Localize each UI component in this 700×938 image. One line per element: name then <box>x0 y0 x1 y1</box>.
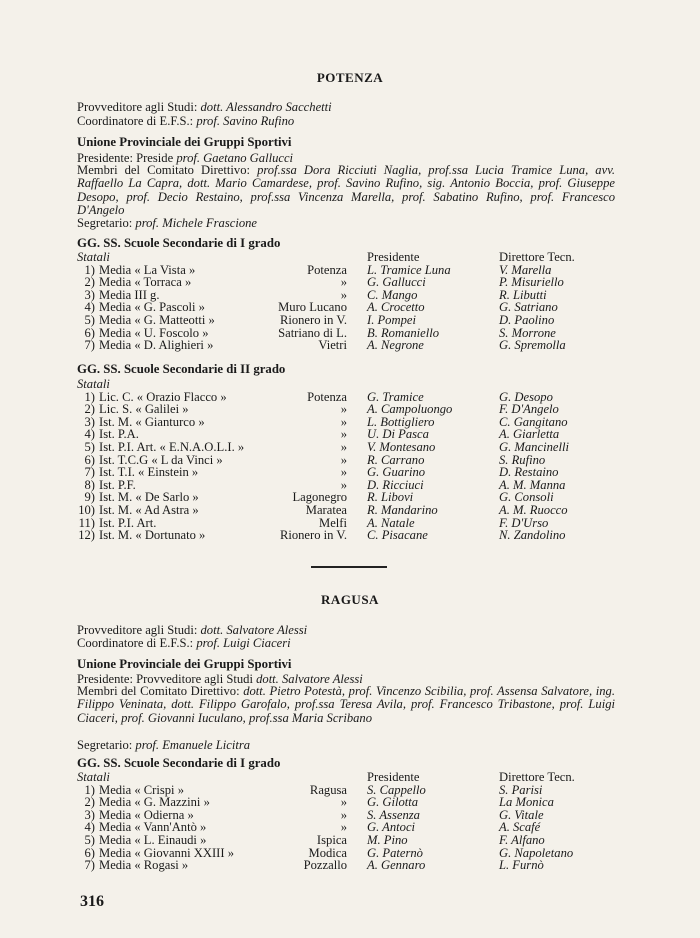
table-row <box>77 796 617 809</box>
table-row <box>77 859 617 872</box>
school-name: Ist. P.I. Art. <box>99 515 157 530</box>
provveditore-line: Provveditore agli Studi: dott. Salvatore Alessi <box>77 623 308 637</box>
school-location: Potenza <box>307 389 347 404</box>
presidente-name: M. Pino <box>367 832 408 847</box>
presidente-name: R. Mandarino <box>367 502 438 517</box>
table-row <box>77 339 617 352</box>
union-heading: Unione Provinciale dei Gruppi Sportivi <box>77 135 292 149</box>
school-location: Ispica <box>316 832 347 847</box>
presidente-name: L. Tramice Luna <box>367 262 451 277</box>
presidente-name: A. Gennaro <box>367 858 426 873</box>
presidente-name: G. Gallucci <box>367 275 426 290</box>
col-direttore: Direttore Tecn. <box>499 250 575 264</box>
table-row <box>77 403 617 416</box>
school-name: Media « Torraca » <box>99 275 192 290</box>
school-name: Media « Giovanni XXIII » <box>99 845 235 860</box>
col-direttore: Direttore Tecn. <box>499 770 575 784</box>
direttore-name: A. M. Manna <box>499 477 566 492</box>
union-heading: Unione Provinciale dei Gruppi Sportivi <box>77 657 292 671</box>
presidente-name: C. Pisacane <box>367 528 428 543</box>
school-location: » <box>340 795 347 810</box>
school-location: Potenza <box>307 262 347 277</box>
school-location: » <box>340 807 347 822</box>
direttore-name: A. Scafé <box>499 820 541 835</box>
school-location: Vietri <box>318 338 347 353</box>
direttore-name: A. M. Ruocco <box>499 502 568 517</box>
school-location: » <box>340 465 347 480</box>
potenza-grade-ii-table <box>77 378 617 542</box>
school-location: Rionero in V. <box>279 312 347 327</box>
row-number: 1) <box>84 262 95 277</box>
row-number: 1) <box>84 782 95 797</box>
presidente-name: S. Assenza <box>367 807 420 822</box>
row-number: 4) <box>84 820 95 835</box>
presidente-name: G. Antoci <box>367 820 416 835</box>
row-number: 7) <box>84 858 95 873</box>
school-name: Ist. M. « De Sarlo » <box>99 490 199 505</box>
school-name: Lic. S. « Galilei » <box>99 402 189 417</box>
row-number: 3) <box>84 807 95 822</box>
school-location: Maratea <box>305 502 347 517</box>
direttore-name: G. Mancinelli <box>499 439 569 454</box>
presidente-name: U. Di Pasca <box>367 427 429 442</box>
statali-label: Statali <box>77 250 110 264</box>
row-number: 7) <box>84 465 95 480</box>
col-presidente: Presidente <box>367 250 420 264</box>
row-number: 10) <box>78 502 95 517</box>
row-number: 3) <box>84 414 95 429</box>
presidente-name: G. Paternò <box>367 845 423 860</box>
table-row <box>77 466 617 479</box>
potenza-grade-i-table <box>77 251 617 352</box>
provveditore-line: Provveditore agli Studi: dott. Alessandro Sacchetti <box>77 100 332 114</box>
segretario-line: Segretario: prof. Michele Frascione <box>77 216 257 230</box>
school-location: » <box>340 452 347 467</box>
school-location: Ragusa <box>309 782 347 797</box>
row-number: 2) <box>84 275 95 290</box>
school-location: Modica <box>308 845 347 860</box>
presidente-name: G. Tramice <box>367 389 424 404</box>
school-name: Media « La Vista » <box>99 262 196 277</box>
section-divider <box>311 566 387 568</box>
table-row <box>77 529 617 542</box>
section-title-potenza: POTENZA <box>316 70 384 85</box>
direttore-name: D. Paolino <box>499 312 555 327</box>
school-name: Media « U. Foscolo » <box>99 325 209 340</box>
row-number: 2) <box>84 402 95 417</box>
direttore-name: S. Rufino <box>499 452 546 467</box>
presidente-name: C. Mango <box>367 287 418 302</box>
row-number: 8) <box>84 477 95 492</box>
row-number: 2) <box>84 795 95 810</box>
school-name: Ist. P.I. Art. « E.N.A.O.L.I. » <box>99 439 245 454</box>
row-number: 9) <box>84 490 95 505</box>
table-row <box>77 834 617 847</box>
school-location: Lagonegro <box>292 490 347 505</box>
table-header-row <box>77 251 617 264</box>
table-row <box>77 314 617 327</box>
school-name: Ist. M. « Gianturco » <box>99 414 205 429</box>
school-name: Media « D. Alighieri » <box>99 338 214 353</box>
presidente-name: L. Bottigliero <box>367 414 435 429</box>
row-number: 4) <box>84 300 95 315</box>
school-name: Media « G. Mazzini » <box>99 795 210 810</box>
table-body <box>77 784 617 872</box>
table-row <box>77 276 617 289</box>
direttore-name: L. Furnò <box>499 858 544 873</box>
school-name: Media « Crispi » <box>99 782 185 797</box>
school-name: Media « Rogasi » <box>99 858 189 873</box>
school-location: » <box>340 414 347 429</box>
school-location: » <box>340 439 347 454</box>
presidente-name: I. Pompei <box>367 312 416 327</box>
row-number: 6) <box>84 845 95 860</box>
direttore-name: G. Consoli <box>499 490 554 505</box>
membri-paragraph: Membri del Comitato Direttivo: prof.ssa Dora Ricciuti Naglia, prof.ssa Lucia Tramice Luna, avv. Raffaello La Capra, dott. Mario Camardese, prof. Savino Rufino, sig. Antonio Boccia, prof. Giuseppe Desopo, prof. Decio Restaino, prof.ssa Vincenza Marella, prof. Sabatino Rufino, prof. Francesco D'Angelo <box>77 163 615 218</box>
direttore-name: P. Misuriello <box>499 275 564 290</box>
table-row <box>77 441 617 454</box>
statali-label: Statali <box>77 377 110 391</box>
school-name: Media « Odierna » <box>99 807 194 822</box>
row-number: 5) <box>84 832 95 847</box>
school-name: Ist. P.A. <box>99 427 139 442</box>
direttore-name: S. Parisi <box>499 782 543 797</box>
table-header-row <box>77 378 617 391</box>
presidente-name: G. Gilotta <box>367 795 419 810</box>
grade-i-heading: GG. SS. Scuole Secondarie di I grado <box>77 236 281 250</box>
coordinatore-line: Coordinatore di E.F.S.: prof. Savino Rufino <box>77 114 295 128</box>
direttore-name: G. Vitale <box>499 807 544 822</box>
direttore-name: D. Restaino <box>499 465 559 480</box>
direttore-name: F. D'Urso <box>499 515 549 530</box>
row-number: 1) <box>84 389 95 404</box>
direttore-name: C. Gangitano <box>499 414 568 429</box>
grade-ii-heading: GG. SS. Scuole Secondarie di II grado <box>77 362 286 376</box>
presidente-name: S. Cappello <box>367 782 426 797</box>
direttore-name: G. Napoletano <box>499 845 574 860</box>
direttore-name: G. Desopo <box>499 389 553 404</box>
school-location: Satriano di L. <box>278 325 347 340</box>
school-name: Ist. T.C.G « L da Vinci » <box>99 452 223 467</box>
coordinatore-line: Coordinatore di E.F.S.: prof. Luigi Ciaceri <box>77 636 291 650</box>
statali-label: Statali <box>77 770 110 784</box>
direttore-name: V. Marella <box>499 262 552 277</box>
segretario-line: Segretario: prof. Emanuele Licitra <box>77 738 251 752</box>
school-name: Ist. T.I. « Einstein » <box>99 465 199 480</box>
table-row <box>77 504 617 517</box>
school-location: » <box>340 427 347 442</box>
presidente-line: Presidente: Preside prof. Gaetano Gallucci <box>77 151 294 165</box>
direttore-name: A. Giarletta <box>499 427 560 442</box>
row-number: 12) <box>78 528 95 543</box>
school-name: Media « G. Matteotti » <box>99 312 215 327</box>
row-number: 7) <box>84 338 95 353</box>
school-location: Melfi <box>319 515 347 530</box>
row-number: 11) <box>78 515 95 530</box>
school-location: Rionero in V. <box>279 528 347 543</box>
school-location: » <box>340 402 347 417</box>
presidente-line: Presidente: Provveditore agli Studi dott. Salvatore Alessi <box>77 672 363 686</box>
table-header-row <box>77 771 617 784</box>
direttore-name: F. D'Angelo <box>499 402 559 417</box>
section-title-ragusa: RAGUSA <box>321 592 379 607</box>
direttore-name: R. Libutti <box>499 287 547 302</box>
direttore-name: La Monica <box>499 795 554 810</box>
ragusa-grade-i-table <box>77 771 617 872</box>
presidente-name: D. Ricciuci <box>367 477 424 492</box>
school-name: Media « G. Pascoli » <box>99 300 205 315</box>
school-name: Ist. M. « Dortunato » <box>99 528 206 543</box>
presidente-name: R. Carrano <box>367 452 425 467</box>
direttore-name: N. Zandolino <box>499 528 566 543</box>
presidente-name: A. Campoluongo <box>367 402 453 417</box>
row-number: 5) <box>84 439 95 454</box>
school-name: Media III g. <box>99 287 160 302</box>
school-name: Media « L. Einaudi » <box>99 832 207 847</box>
page-number: 316 <box>80 893 104 910</box>
direttore-name: F. Alfano <box>499 832 545 847</box>
row-number: 4) <box>84 427 95 442</box>
school-name: Ist. M. « Ad Astra » <box>99 502 199 517</box>
school-location: » <box>340 275 347 290</box>
direttore-name: S. Morrone <box>499 325 556 340</box>
row-number: 5) <box>84 312 95 327</box>
direttore-name: G. Satriano <box>499 300 558 315</box>
school-name: Media « Vann'Antò » <box>99 820 207 835</box>
presidente-name: A. Crocetto <box>367 300 425 315</box>
school-location: Muro Lucano <box>278 300 347 315</box>
table-body <box>77 391 617 542</box>
grade-i-heading: GG. SS. Scuole Secondarie di I grado <box>77 756 281 770</box>
row-number: 6) <box>84 325 95 340</box>
presidente-name: A. Negrone <box>367 338 424 353</box>
presidente-name: B. Romaniello <box>367 325 440 340</box>
presidente-name: A. Natale <box>367 515 415 530</box>
presidente-name: V. Montesano <box>367 439 436 454</box>
table-body <box>77 264 617 352</box>
presidente-name: R. Libovi <box>367 490 414 505</box>
school-location: » <box>340 820 347 835</box>
row-number: 6) <box>84 452 95 467</box>
presidente-name: G. Guarino <box>367 465 426 480</box>
direttore-name: G. Spremolla <box>499 338 566 353</box>
col-presidente: Presidente <box>367 770 420 784</box>
row-number: 3) <box>84 287 95 302</box>
school-name: Lic. C. « Orazio Flacco » <box>99 389 227 404</box>
membri-paragraph: Membri del Comitato Direttivo: dott. Pietro Potestà, prof. Vincenzo Scibilia, prof. Assensa Salvatore, ing. Filippo Veninata, dott. Filippo Garofalo, prof.ssa Teresa Avila, prof. Francesco Tribastone, prof. Luigi Ciaceri, prof. Giovanni Iuculano, prof.ssa Maria Scribano <box>77 684 615 725</box>
school-name: Ist. P.F. <box>99 477 136 492</box>
school-location: » <box>340 287 347 302</box>
school-location: » <box>340 477 347 492</box>
school-location: Pozzallo <box>303 858 347 873</box>
